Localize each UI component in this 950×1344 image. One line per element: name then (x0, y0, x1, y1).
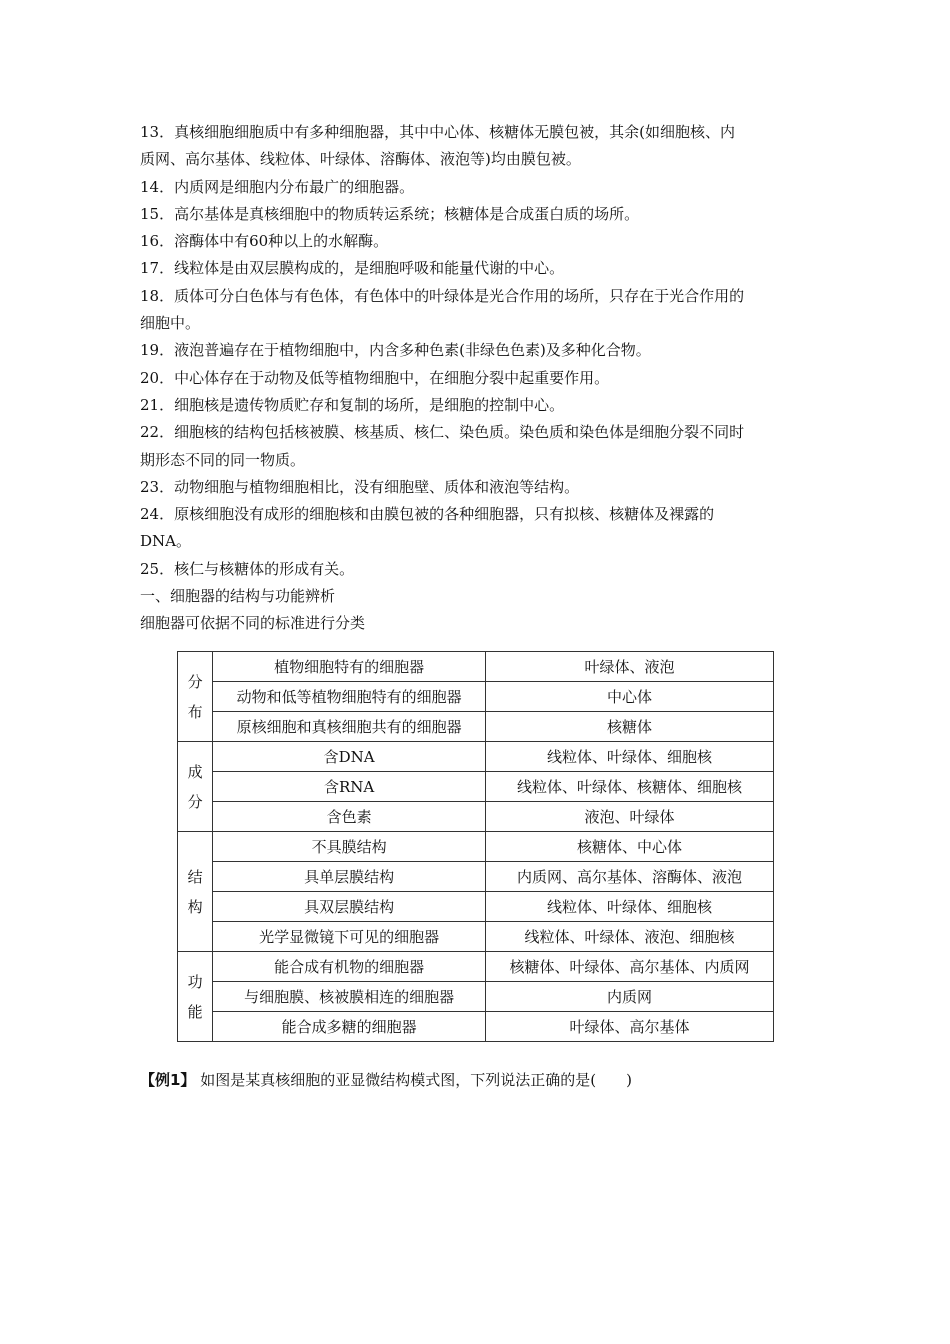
table-row (178, 772, 774, 802)
text-line: 22．细胞核的结构包括核被膜、核基质、核仁、染色质。染色质和染色体是细胞分裂不同时 (140, 423, 745, 442)
text-line: 质网、高尔基体、线粒体、叶绿体、溶酶体、液泡等)均由膜包被。 (140, 150, 581, 169)
text-body (140, 119, 820, 638)
organelle-cell: 线粒体、叶绿体、细胞核 (486, 892, 774, 922)
text-line: 14．内质网是细胞内分布最广的细胞器。 (140, 177, 415, 196)
criterion-cell: 原核细胞和真核细胞共有的细胞器 (213, 712, 486, 742)
criterion-cell: 不具膜结构 (213, 832, 486, 862)
text-line: 15．高尔基体是真核细胞中的物质转运系统；核糖体是合成蛋白质的场所。 (140, 204, 640, 223)
text-line: 19．液泡普遍存在于植物细胞中，内含多种色素(非绿色色素)及多种化合物。 (140, 341, 651, 360)
table-row (178, 982, 774, 1012)
text-line: 13．真核细胞细胞质中有多种细胞器，其中中心体、核糖体无膜包被，其余(如细胞核、内 (140, 123, 735, 141)
criterion-cell: 具双层膜结构 (213, 892, 486, 922)
table-intro: 细胞器可依据不同的标准进行分类 (140, 614, 366, 633)
criterion-cell: 植物细胞特有的细胞器 (213, 652, 486, 682)
table-row (178, 922, 774, 952)
organelle-cell: 线粒体、叶绿体、核糖体、细胞核 (486, 772, 774, 802)
criterion-cell: 能合成有机物的细胞器 (213, 952, 486, 982)
table-row (178, 742, 774, 772)
table-row (178, 862, 774, 892)
category-cell-structure: 结 构 (178, 832, 213, 952)
section-heading: 一、细胞器的结构与功能辨析 (140, 587, 336, 606)
category-cell-distribution: 分 布 (178, 652, 213, 742)
organelle-cell: 核糖体、叶绿体、高尔基体、内质网 (486, 952, 774, 982)
organelle-cell: 叶绿体、液泡 (486, 652, 774, 682)
criterion-cell: 光学显微镜下可见的细胞器 (213, 922, 486, 952)
organelle-cell: 线粒体、叶绿体、细胞核 (486, 742, 774, 772)
organelle-cell: 液泡、叶绿体 (486, 802, 774, 832)
criterion-cell: 能合成多糖的细胞器 (213, 1012, 486, 1042)
organelle-cell: 核糖体、中心体 (486, 832, 774, 862)
text-line: 17．线粒体是由双层膜构成的，是细胞呼吸和能量代谢的中心。 (140, 259, 565, 278)
table-row (178, 682, 774, 712)
text-line: 24．原核细胞没有成形的细胞核和由膜包被的各种细胞器，只有拟核、核糖体及裸露的 (140, 505, 715, 524)
criterion-cell: 含RNA (213, 772, 486, 802)
table-row (178, 952, 774, 982)
criterion-cell: 具单层膜结构 (213, 862, 486, 892)
example-tag: 【例1】 (140, 1071, 196, 1089)
table-row (178, 712, 774, 742)
table-row (178, 802, 774, 832)
table-row (178, 832, 774, 862)
organelle-cell: 内质网、高尔基体、溶酶体、液泡 (486, 862, 774, 892)
criterion-cell: 含色素 (213, 802, 486, 832)
organelle-cell: 中心体 (486, 682, 774, 712)
criterion-cell: 含DNA (213, 742, 486, 772)
text-line: DNA。 (140, 532, 191, 551)
organelle-cell: 内质网 (486, 982, 774, 1012)
text-line: 21．细胞核是遗传物质贮存和复制的场所，是细胞的控制中心。 (140, 395, 565, 414)
table-row (178, 1012, 774, 1042)
criterion-cell: 与细胞膜、核被膜相连的细胞器 (213, 982, 486, 1012)
criterion-cell: 动物和低等植物细胞特有的细胞器 (213, 682, 486, 712)
organelle-cell: 核糖体 (486, 712, 774, 742)
text-line: 25．核仁与核糖体的形成有关。 (140, 559, 355, 578)
organelle-cell: 叶绿体、高尔基体 (486, 1012, 774, 1042)
table-row (178, 892, 774, 922)
text-line: 20．中心体存在于动物及低等植物细胞中，在细胞分裂中起重要作用。 (140, 368, 610, 387)
category-cell-function: 功 能 (178, 952, 213, 1042)
text-line: 细胞中。 (140, 314, 201, 333)
example-text: 如图是某真核细胞的亚显微结构模式图，下列说法正确的是( ) (200, 1071, 632, 1089)
text-line: 16．溶酶体中有60种以上的水解酶。 (140, 232, 389, 251)
text-line: 23．动物细胞与植物细胞相比，没有细胞壁、质体和液泡等结构。 (140, 477, 580, 496)
category-cell-composition: 成 分 (178, 742, 213, 832)
text-line: 18．质体可分白色体与有色体，有色体中的叶绿体是光合作用的场所，只存在于光合作用的 (140, 286, 745, 305)
example-question (140, 1068, 632, 1092)
text-line: 期形态不同的同一物质。 (140, 450, 306, 469)
table-row (178, 652, 774, 682)
organelle-cell: 线粒体、叶绿体、液泡、细胞核 (486, 922, 774, 952)
organelle-classification-table (177, 651, 774, 1042)
